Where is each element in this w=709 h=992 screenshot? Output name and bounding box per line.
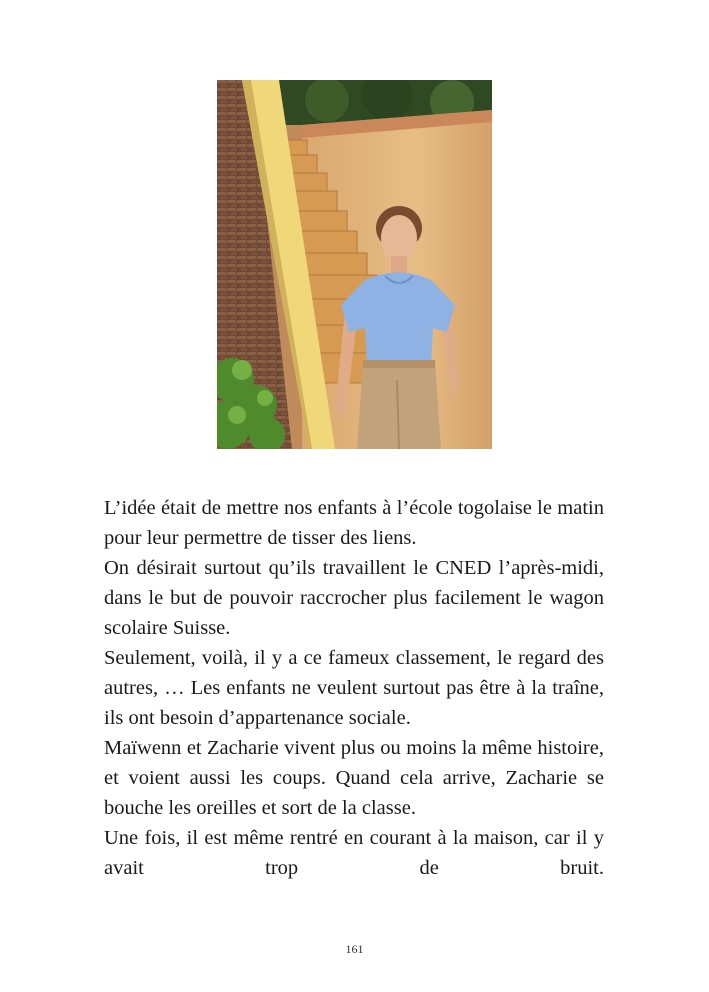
- photo: [217, 80, 492, 449]
- body-text: [104, 493, 604, 883]
- photo-illustration: [217, 80, 492, 449]
- paragraph-3: Seulement, voilà, il y a ce fameux classement, le regard des autres, … Les enfants ne veulent surtout pas être à la traîne, ils ont besoin d’appartenance sociale.: [104, 647, 604, 729]
- paragraph-1: L’idée était de mettre nos enfants à l’école togolaise le matin pour leur permettre de tisser des liens.: [104, 497, 604, 549]
- paragraph-2: On désirait surtout qu’ils travaillent le CNED l’après-midi, dans le but de pouvoir raccrocher plus facilement le wagon scolaire Suisse.: [104, 557, 604, 639]
- paragraph-4: Maïwenn et Zacharie vivent plus ou moins la même histoire, et voient aussi les coups. Quand cela arrive, Zacharie se bouche les oreilles et sort de la classe.: [104, 737, 604, 819]
- page-number: 161: [345, 942, 364, 956]
- paragraph-5: Une fois, il est même rentré en courant à la maison, car il y avait trop de bruit.: [104, 827, 604, 879]
